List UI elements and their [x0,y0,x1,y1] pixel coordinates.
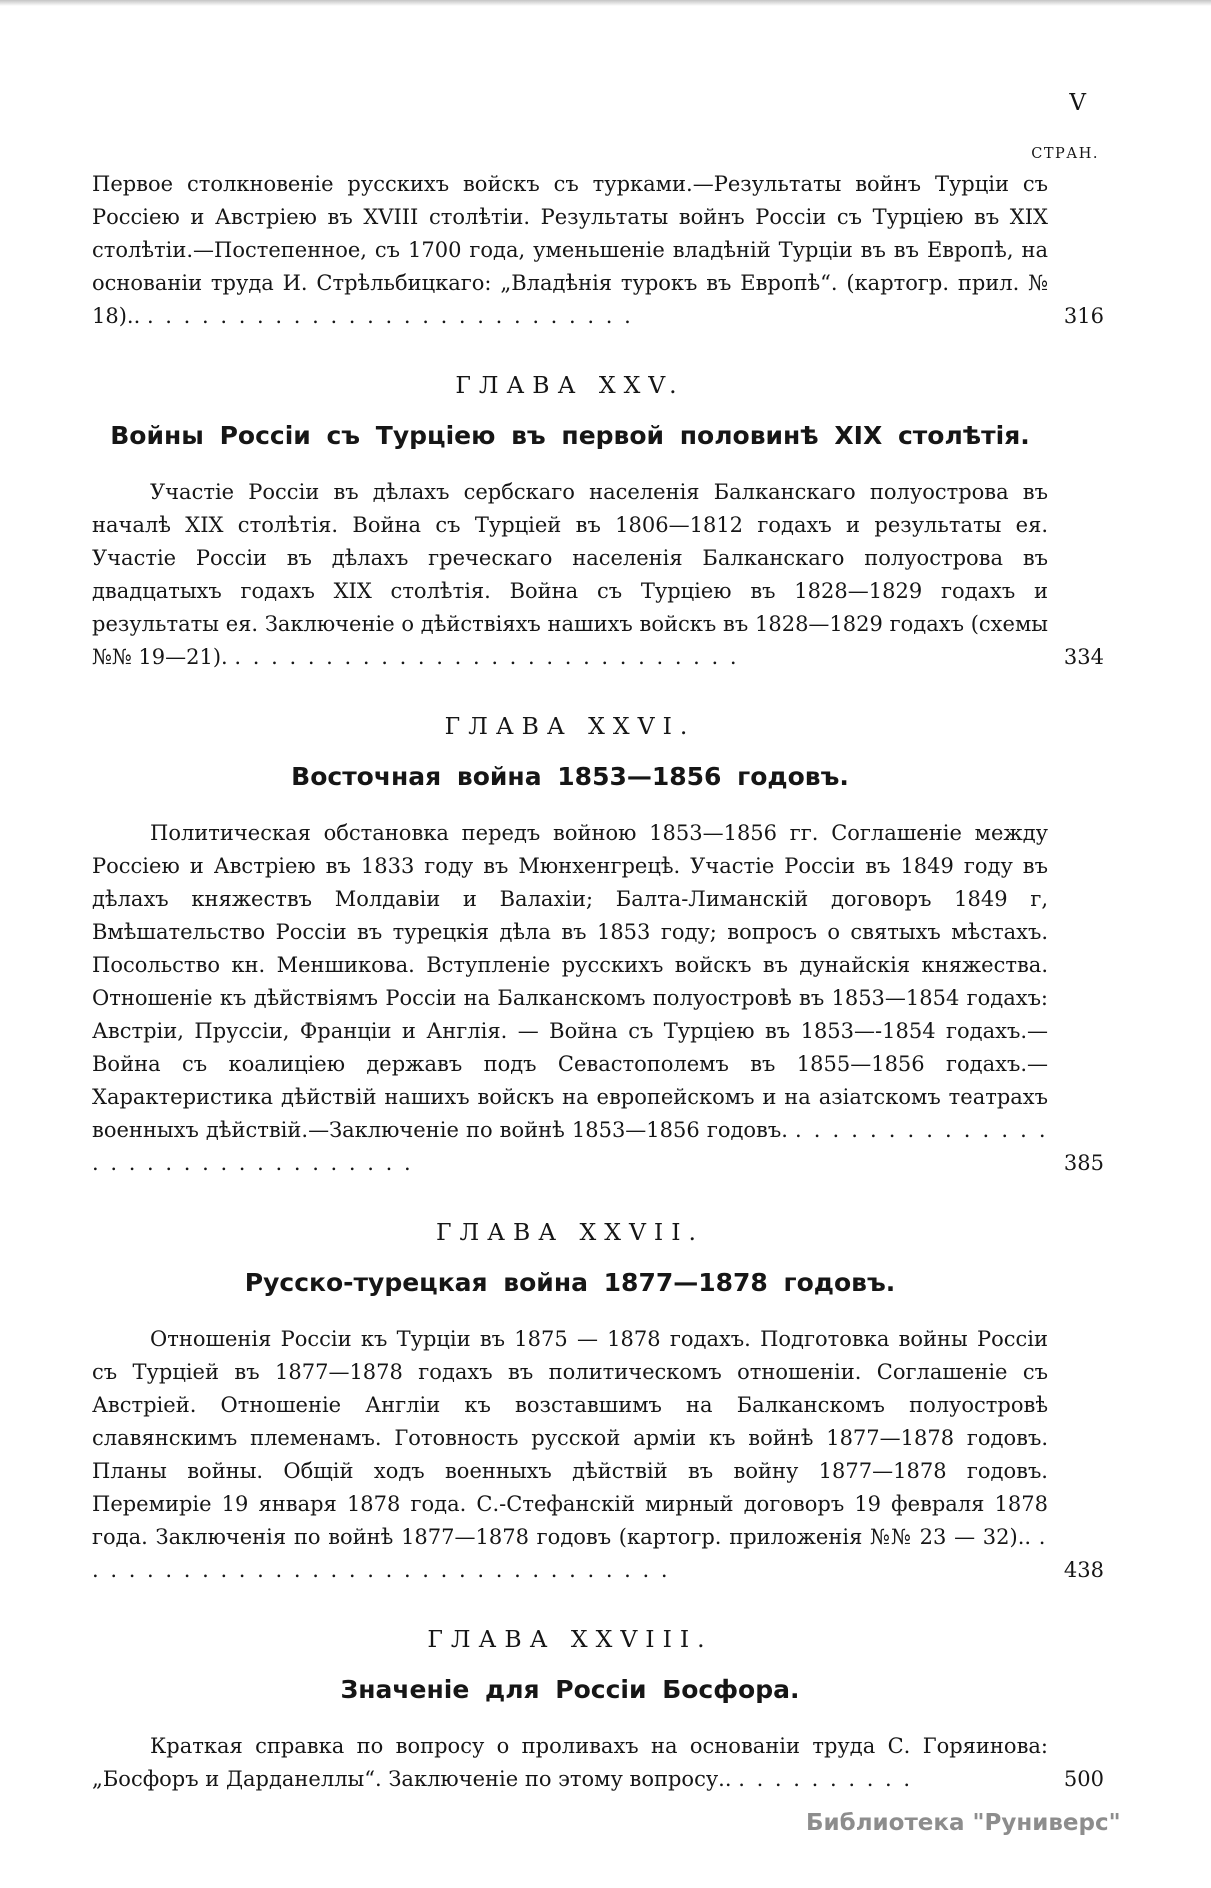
chapter-heading: ГЛАВА XXVIII. [427,1625,713,1653]
scan-edge-artifact [0,0,1211,6]
page-ref: 334 [1063,645,1104,669]
chapter-title: Войны Россіи съ Турціею въ первой половинѣ XIX столѣтія. [110,421,1030,450]
dot-leader: . . . . . . . . . . [738,1767,913,1791]
toc-entry-text: Краткая справка по вопросу о проливахъ на основаніи труда С. Горяинова: „Босфоръ и Дарданеллы“. Заключеніе по этому вопросу.. [92,1734,1048,1791]
page-ref: 500 [1063,1767,1104,1791]
toc-entry-text: Первое столкновеніе русскихъ войскъ съ турками.—Результаты войнъ Турціи съ Россіею и Австріею въ XVIII столѣтіи. Результаты войнъ Россіи съ Турціею въ XIX столѣтіи.—Постепенное, съ 1700 года, уменьшеніе владѣній Турціи въ въ Европѣ, на основаніи труда И. Стрѣльбицкаго: „Владѣнія турокъ въ Европѣ“. (картогр. прил. № 18).. [92,172,1048,328]
library-watermark: Библиотека "Руниверс" [806,1810,1121,1836]
toc-entry-continuation [92,168,1104,333]
page-column-header: СТРАН. [1031,146,1099,162]
dot-leader: . . . . . . . . . . . . . . . . . . . . . . . . . . . [146,304,634,328]
page-ref: 316 [1063,304,1104,328]
toc-entry-text: Отношенія Россіи къ Турціи въ 1875 — 1878 годахъ. Подготовка войны Россіи съ Турціей въ 1877—1878 годахъ въ политическомъ отношеніи. Соглашеніе съ Австріей. Отношеніе Англіи къ возставшимъ на Балканскомъ полуостровѣ славянскимъ племенамъ. Готовность русской арміи къ войнѣ 1877—1878 годовъ. Планы войны. Общій ходъ военныхъ дѣйствій въ войну 1877—1878 годовъ. Перемиріе 19 января 1878 года. С.-Стефанскій мирный договоръ 19 февраля 1878 года. Заключенія по войнѣ 1877—1878 годовъ (картогр. приложенія №№ 23 — 32).. [92,1327,1048,1549]
chapter-title: Значеніе для Россіи Босфора. [340,1675,800,1704]
dot-leader: . . . . . . . . . . . . . . . . . . . . . . . . . . . . . . . . . [92,1525,1048,1582]
chapter-block-xxv [92,371,1104,674]
chapter-title: Русско-турецкая война 1877—1878 годовъ. [244,1268,896,1297]
dot-leader: . . . . . . . . . . . . . . . . . . . . . . . . . . . . . . . . [92,1118,1048,1175]
chapter-summary [92,476,1104,674]
page-ref: 385 [1063,1151,1104,1175]
table-of-contents [92,168,1104,1796]
chapter-block-xxvi [92,712,1104,1180]
chapter-heading: ГЛАВА XXVII. [436,1218,704,1246]
chapter-title: Восточная война 1853—1856 годовъ. [291,762,849,791]
page-ref: 438 [1063,1558,1104,1582]
chapter-heading: ГЛАВА XXV. [455,371,685,399]
chapter-block-xxvii [92,1218,1104,1587]
chapter-summary [92,817,1104,1180]
page-number-roman: V [1069,90,1087,116]
chapter-summary [92,1730,1104,1796]
chapter-block-xxviii [92,1625,1104,1796]
toc-entry-text: Участіе Россіи въ дѣлахъ сербскаго населенія Балканскаго полуострова въ началѣ XIX столѣтія. Война съ Турціей въ 1806—1812 годахъ и результаты ея. Участіе Россіи въ дѣлахъ греческаго населенія Балканскаго полуострова въ двадцатыхъ годахъ XIX столѣтія. Война съ Турціею въ 1828—1829 годахъ и результаты ея. Заключеніе о дѣйствіяхъ нашихъ войскъ въ 1828—1829 годахъ (схемы №№ 19—21). [92,480,1048,669]
chapter-heading: ГЛАВА XXVI. [444,712,696,740]
dot-leader: . . . . . . . . . . . . . . . . . . . . . . . . . . . . [234,645,740,669]
chapter-summary [92,1323,1104,1587]
toc-entry-text: Политическая обстановка передъ войною 1853—1856 гг. Соглашеніе между Россіею и Австріею въ 1833 году въ Мюнхенгрецѣ. Участіе Россіи въ 1849 году въ дѣлахъ княжествъ Молдавіи и Валахіи; Балта-Лиманскій договоръ 1849 г, Вмѣшательство Россіи въ турецкія дѣла въ 1853 году; вопросъ о святыхъ мѣстахъ. Посольство кн. Меншикова. Вступленіе русскихъ войскъ въ дунайскія княжества. Отношеніе къ дѣйствіямъ Россіи на Балканскомъ полуостровѣ въ 1853—1854 годахъ: Австріи, Пруссіи, Франціи и Англія. — Война съ Турціею въ 1853—-1854 годахъ.—Война съ коалиціею державъ подъ Севастополемъ въ 1855—1856 годахъ.—Характеристика дѣйствій нашихъ войскъ на европейскомъ и на азіатскомъ театрахъ военныхъ дѣйствій.—Заключеніе по войнѣ 1853—1856 годовъ. [92,821,1048,1142]
